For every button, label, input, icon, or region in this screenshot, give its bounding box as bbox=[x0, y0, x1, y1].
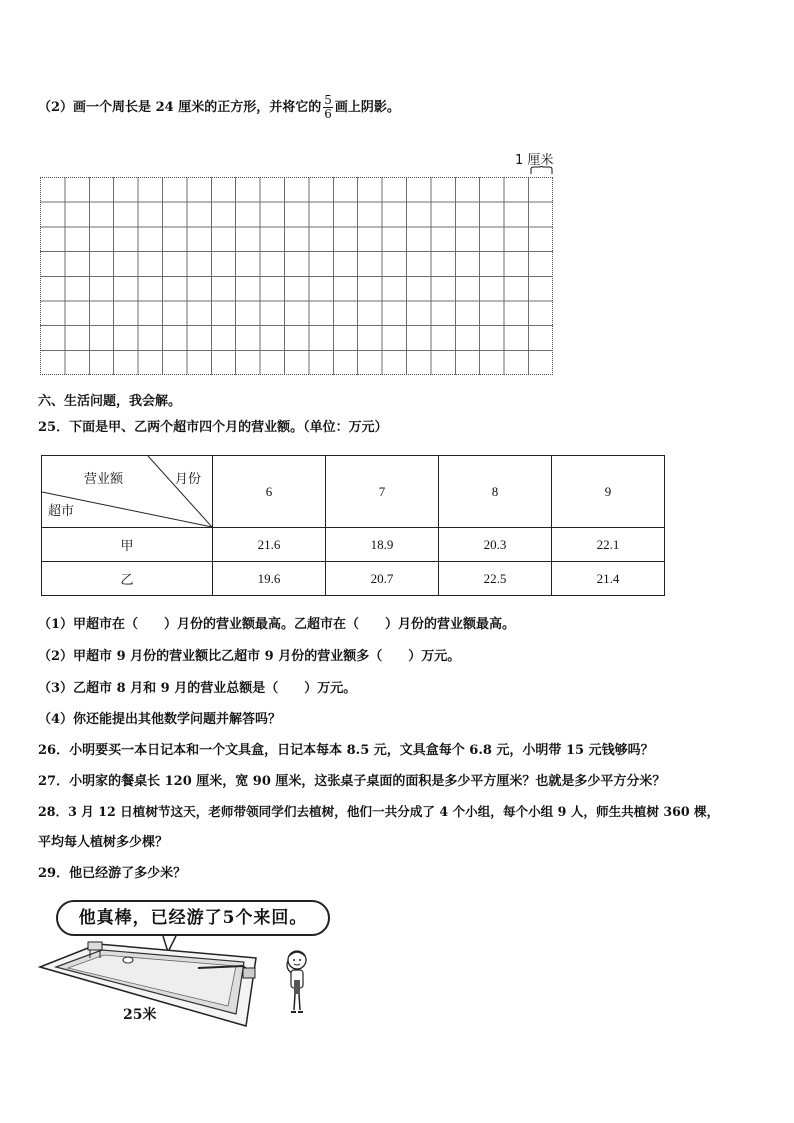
month-header: 9 bbox=[552, 456, 665, 528]
q25-sub2: （2）甲超市 9 月份的营业额比乙超市 9 月份的营业额多（ ）万元。 bbox=[38, 649, 461, 664]
q24-part2-suffix: 画上阴影。 bbox=[334, 100, 400, 115]
q25-sub4: （4）你还能提出其他数学问题并解答吗？ bbox=[38, 712, 282, 727]
q27: 27．小明家的餐桌长 120 厘米，宽 90 厘米，这张桌子桌面的面积是多少平方厘米？也就是多少平方分米？ bbox=[38, 774, 666, 789]
grid-scale-label: 1 厘米 bbox=[515, 153, 554, 168]
header-store: 超市 bbox=[48, 504, 75, 519]
pool-illustration bbox=[38, 930, 298, 1030]
store-name: 甲 bbox=[42, 528, 213, 562]
pool-length-label: 25米 bbox=[123, 1007, 157, 1023]
store-name: 乙 bbox=[42, 562, 213, 596]
speech-bubble: 他真棒，已经游了5个来回。 bbox=[56, 900, 330, 936]
q24-part2 bbox=[38, 94, 400, 121]
table-cell: 20.3 bbox=[439, 528, 552, 562]
q26: 26．小明要买一本日记本和一个文具盒，日记本每本 8.5 元，文具盒每个 6.8 元，小明带 15 元钱够吗？ bbox=[38, 743, 654, 758]
table-cell: 18.9 bbox=[326, 528, 439, 562]
header-month: 月份 bbox=[175, 472, 202, 487]
table-cell: 22.5 bbox=[439, 562, 552, 596]
q25-title: 25．下面是甲、乙两个超市四个月的营业额。（单位：万元） bbox=[38, 420, 388, 435]
q28-line2: 平均每人植树多少棵？ bbox=[38, 835, 169, 850]
q28-line1: 28．3 月 12 日植树节这天，老师带领同学们去植树，他们一共分成了 4 个小组，每个小组 9 人，师生共植树 360 棵， bbox=[38, 804, 720, 819]
boy-icon bbox=[285, 950, 309, 1020]
table-row bbox=[42, 562, 665, 596]
month-header: 7 bbox=[326, 456, 439, 528]
q25-sub3: （3）乙超市 8 月和 9 月的营业总额是（ ）万元。 bbox=[38, 681, 357, 696]
q24-part2-prefix: （2）画一个周长是 24 厘米的正方形，并将它的 bbox=[38, 100, 322, 115]
header-revenue: 营业额 bbox=[84, 472, 124, 487]
fraction-numerator: 5 bbox=[324, 93, 332, 107]
table-cell: 22.1 bbox=[552, 528, 665, 562]
fraction-denominator: 6 bbox=[324, 107, 332, 121]
table-cell: 20.7 bbox=[326, 562, 439, 596]
table-row bbox=[42, 528, 665, 562]
month-header: 8 bbox=[439, 456, 552, 528]
drawing-grid[interactable] bbox=[40, 177, 553, 375]
table-header-corner bbox=[42, 456, 213, 528]
scale-brace-icon bbox=[530, 166, 553, 174]
table-cell: 21.4 bbox=[552, 562, 665, 596]
table-cell: 21.6 bbox=[213, 528, 326, 562]
q25-sub1: （1）甲超市在（ ）月份的营业额最高。乙超市在（ ）月份的营业额最高。 bbox=[38, 617, 516, 632]
q29-title: 29．他已经游了多少米？ bbox=[38, 866, 187, 881]
table-cell: 19.6 bbox=[213, 562, 326, 596]
sales-table bbox=[41, 455, 665, 596]
month-header: 6 bbox=[213, 456, 326, 528]
fraction-five-sixths bbox=[323, 94, 333, 121]
section-title: 六、生活问题，我会解。 bbox=[38, 394, 182, 409]
